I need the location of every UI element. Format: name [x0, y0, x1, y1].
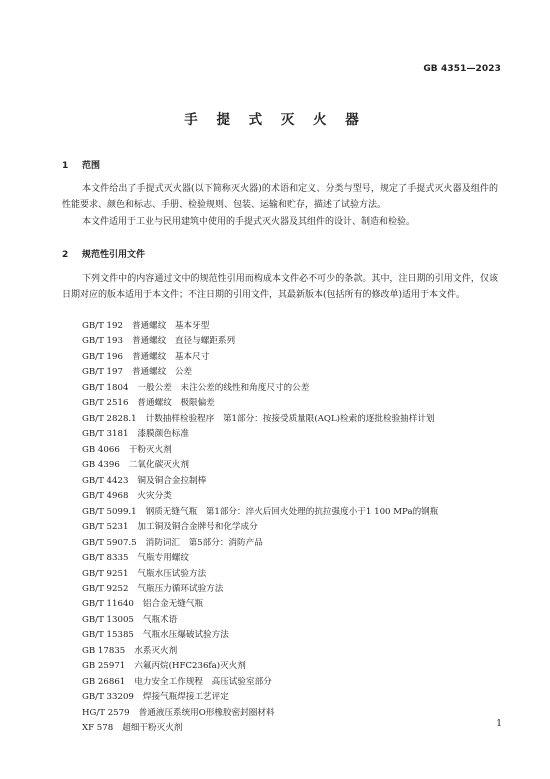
reference-item — [82, 706, 438, 721]
reference-code: GB/T 197 — [82, 367, 123, 378]
reference-code: HG/T 2579 — [82, 707, 130, 718]
section-1-heading — [62, 158, 100, 171]
reference-item — [82, 721, 438, 736]
reference-item — [82, 690, 438, 705]
reference-code: XF 578 — [82, 723, 114, 734]
standard-code: GB 4351—2023 — [423, 64, 501, 74]
reference-title: 普通螺纹 基本牙型 — [131, 321, 210, 331]
reference-title: 气瓶水压试验方法 — [137, 568, 207, 579]
reference-title: 二氧化碳灭火剂 — [128, 460, 189, 471]
reference-item — [82, 551, 438, 566]
reference-code: GB/T 33209 — [82, 692, 134, 703]
reference-title: 计数抽样检验程序 第1部分：按接受质量限(AQL)检索的逐批检验抽样计划 — [145, 413, 435, 424]
reference-code: GB 25971 — [82, 661, 126, 672]
section-1-paragraph-1: 本文件给出了手提式灭火器(以下简称灭火器)的术语和定义、分类与型号，规定了手提式灭火器及组件的性能要求、颜色和标志、手册、检验规则、包装、运输和贮存，描述了试验方法。 — [62, 184, 498, 210]
reference-item — [82, 505, 438, 520]
reference-title: 火灾分类 — [137, 491, 172, 502]
reference-title: 消防词汇 第5部分：消防产品 — [145, 537, 263, 548]
reference-code: GB 4396 — [82, 460, 120, 471]
reference-title: 电力安全工作规程 高压试验室部分 — [134, 676, 272, 687]
reference-code: GB/T 9252 — [82, 583, 129, 594]
section-2-number: 2 — [62, 250, 69, 260]
reference-title: 水系灭火剂 — [134, 645, 178, 656]
reference-item — [82, 520, 438, 535]
reference-item — [82, 412, 438, 427]
reference-title: 气瓶水压爆破试验方法 — [142, 630, 229, 641]
reference-code: GB/T 196 — [82, 351, 123, 362]
reference-title: 超细干粉灭火剂 — [122, 723, 183, 734]
reference-code: GB 26861 — [82, 676, 126, 687]
reference-code: GB/T 8335 — [82, 553, 129, 564]
reference-item — [82, 365, 438, 380]
reference-item — [82, 443, 438, 458]
reference-title: 普通螺纹 基本尺寸 — [131, 351, 210, 362]
reference-item — [82, 350, 438, 365]
reference-title: 普通螺纹 直径与螺距系列 — [131, 336, 236, 347]
reference-item — [82, 474, 438, 489]
reference-title: 普通螺纹 极限偏差 — [137, 398, 215, 409]
section-2-heading — [62, 247, 145, 260]
reference-item — [82, 396, 438, 411]
reference-title: 加工铜及铜合金牌号和化学成分 — [137, 522, 258, 533]
reference-code: GB/T 193 — [82, 336, 123, 347]
section-1-title: 范围 — [82, 161, 101, 171]
reference-code: GB/T 1804 — [82, 382, 129, 393]
reference-item — [82, 319, 438, 334]
reference-code: GB/T 2828.1 — [82, 413, 137, 424]
normative-references-list — [82, 319, 438, 737]
reference-code: GB/T 2516 — [82, 398, 129, 409]
reference-title: 一般公差 未注公差的线性和角度尺寸的公差 — [137, 382, 310, 393]
reference-code: GB/T 4968 — [82, 491, 129, 502]
reference-title: 焊接气瓶焊接工艺评定 — [142, 692, 229, 703]
reference-title: 普通液压系统用O形橡胶密封圈材料 — [138, 707, 275, 718]
reference-code: GB/T 3181 — [82, 429, 129, 440]
section-2-title: 规范性引用文件 — [82, 250, 146, 260]
reference-item — [82, 334, 438, 349]
reference-code: GB/T 9251 — [82, 568, 129, 579]
reference-item — [82, 489, 438, 504]
reference-code: GB/T 5907.5 — [82, 537, 137, 548]
reference-code: GB 17835 — [82, 645, 126, 656]
reference-code: GB/T 5231 — [82, 522, 129, 533]
reference-item — [82, 458, 438, 473]
reference-code: GB 4066 — [82, 444, 120, 455]
reference-item — [82, 659, 438, 674]
reference-item — [82, 597, 438, 612]
reference-item — [82, 675, 438, 690]
reference-item — [82, 567, 438, 582]
reference-code: GB/T 4423 — [82, 475, 129, 486]
section-2-intro: 下列文件中的内容通过文中的规范性引用而构成本文件必不可少的条款。其中，注日期的引用文件，仅该日期对应的版本适用于本文件；不注日期的引用文件，其最新版本(包括所有的修改单)适用于本文件。 — [62, 274, 498, 300]
reference-title: 铝合金无缝气瓶 — [142, 599, 204, 610]
reference-title: 铜及铜合金拉制棒 — [137, 475, 207, 486]
document-title: 手 提 式 灭 火 器 — [184, 112, 366, 128]
reference-title: 漆膜颜色标准 — [137, 429, 189, 440]
reference-title: 气瓶术语 — [142, 614, 178, 625]
section-1-paragraph-2: 本文件适用于工业与民用建筑中使用的手提式灭火器及其组件的设计、制造和检验。 — [82, 217, 416, 227]
reference-code: GB/T 13005 — [82, 614, 134, 625]
reference-title: 钢质无缝气瓶 第1部分：淬火后回火处理的抗拉强度小于1 100 MPa的钢瓶 — [145, 506, 439, 517]
reference-item — [82, 427, 438, 442]
reference-item — [82, 628, 438, 643]
reference-title: 普通螺纹 公差 — [131, 367, 193, 378]
reference-code: GB/T 11640 — [82, 599, 134, 610]
reference-title: 干粉灭火剂 — [128, 444, 172, 455]
page-number: 1 — [496, 719, 502, 729]
reference-item — [82, 536, 438, 551]
reference-code: GB/T 15385 — [82, 630, 134, 641]
reference-title: 气瓶专用螺纹 — [137, 553, 189, 564]
section-1-number: 1 — [62, 161, 69, 171]
reference-code: GB/T 192 — [82, 321, 123, 331]
reference-item — [82, 644, 438, 659]
reference-title: 六氟丙烷(HFC236fa)灭火剂 — [134, 661, 246, 672]
reference-item — [82, 582, 438, 597]
reference-title: 气瓶压力循环试验方法 — [137, 583, 224, 594]
reference-item — [82, 381, 438, 396]
reference-item — [82, 613, 438, 628]
reference-code: GB/T 5099.1 — [82, 506, 137, 517]
